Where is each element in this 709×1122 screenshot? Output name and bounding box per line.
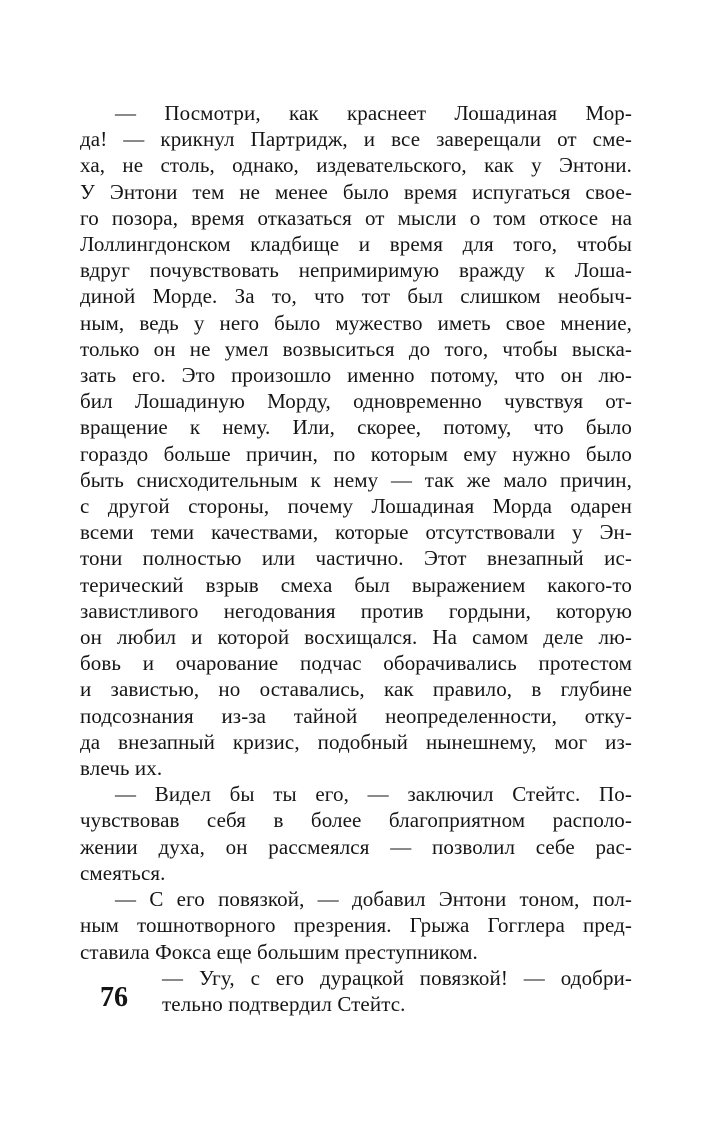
text-line: ным, ведь у него было мужество иметь свое мнение, [80,310,632,335]
text-line: У Энтони тем не менее было время испугаться свое- [80,179,632,204]
text-line: ным тошнотворного презрения. Грыжа Гогглера пред- [80,913,632,938]
text-line: быть снисходительным к нему — так же мало причин, [80,467,632,492]
text-line: терический взрыв смеха был выражением какого-то [80,572,632,597]
text-line: с другой стороны, почему Лошадиная Морда одарен [80,494,632,519]
text-line: да внезапный кризис, подобный нынешнему, мог из- [80,729,632,754]
text-line: гораздо больше причин, по которым ему нужно было [80,441,632,466]
text-line: вдруг почувствовать непримиримую вражду к Лоша- [80,258,632,283]
text-line: бовь и очарование подчас оборачивались протестом [80,651,632,676]
text-line: всеми теми качествами, которые отсутствовали у Эн- [80,520,632,545]
text-line: он любил и которой восхищался. На самом деле лю- [80,625,632,650]
text-line: смеяться. [80,860,166,885]
text-line: ха, не столь, однако, издевательского, как у Энтони. [80,153,632,178]
text-line: бил Лошадиную Морду, одновременно чувствуя от- [80,389,632,414]
text-line: диной Морде. За то, что тот был слишком необыч- [80,284,632,309]
text-line: жении духа, он рассмеялся — позволил себе рас- [80,834,632,859]
text-line: ставила Фокса еще большим преступником. [80,939,478,964]
text-line: Лоллингдонском кладбище и время для того, чтобы [80,232,632,257]
text-line: вращение к нему. Или, скорее, потому, что было [80,415,632,440]
text-line: тельно подтвердил Стейтс. [162,991,406,1016]
page-number: 76 [100,982,128,1013]
text-line: — Видел бы ты его, — заключил Стейтс. По- [115,782,632,807]
paragraph [80,781,632,886]
text-line: го позора, время отказаться от мысли о том откосе на [80,205,632,230]
text-line: влечь их. [80,756,163,781]
text-line: зать его. Это произошло именно потому, что он лю- [80,363,632,388]
text-line: тони полностью или частично. Этот внезапный ис- [80,546,632,571]
paragraph [80,886,632,965]
text-line: — Посмотри, как краснеет Лошадиная Мор- [115,101,632,125]
text-line: да! — крикнул Партридж, и все заверещали от сме- [80,127,632,152]
text-block [80,100,632,1017]
text-line: и завистью, но оставались, как правило, в глубине [80,677,632,702]
text-line: — Угу, с его дурацкой повязкой! — одобри- [162,965,632,990]
text-line: подсознания из-за тайной неопределенности, отку- [80,703,632,728]
paragraph [162,965,632,1017]
paragraph [80,100,632,781]
text-line: завистливого негодования против гордыни, которую [80,598,632,623]
text-line: чувствовав себя в более благоприятном располо- [80,808,632,833]
text-line: только он не умел возвыситься до того, чтобы выска- [80,336,632,361]
text-line: — С его повязкой, — добавил Энтони тоном, пол- [115,887,632,912]
